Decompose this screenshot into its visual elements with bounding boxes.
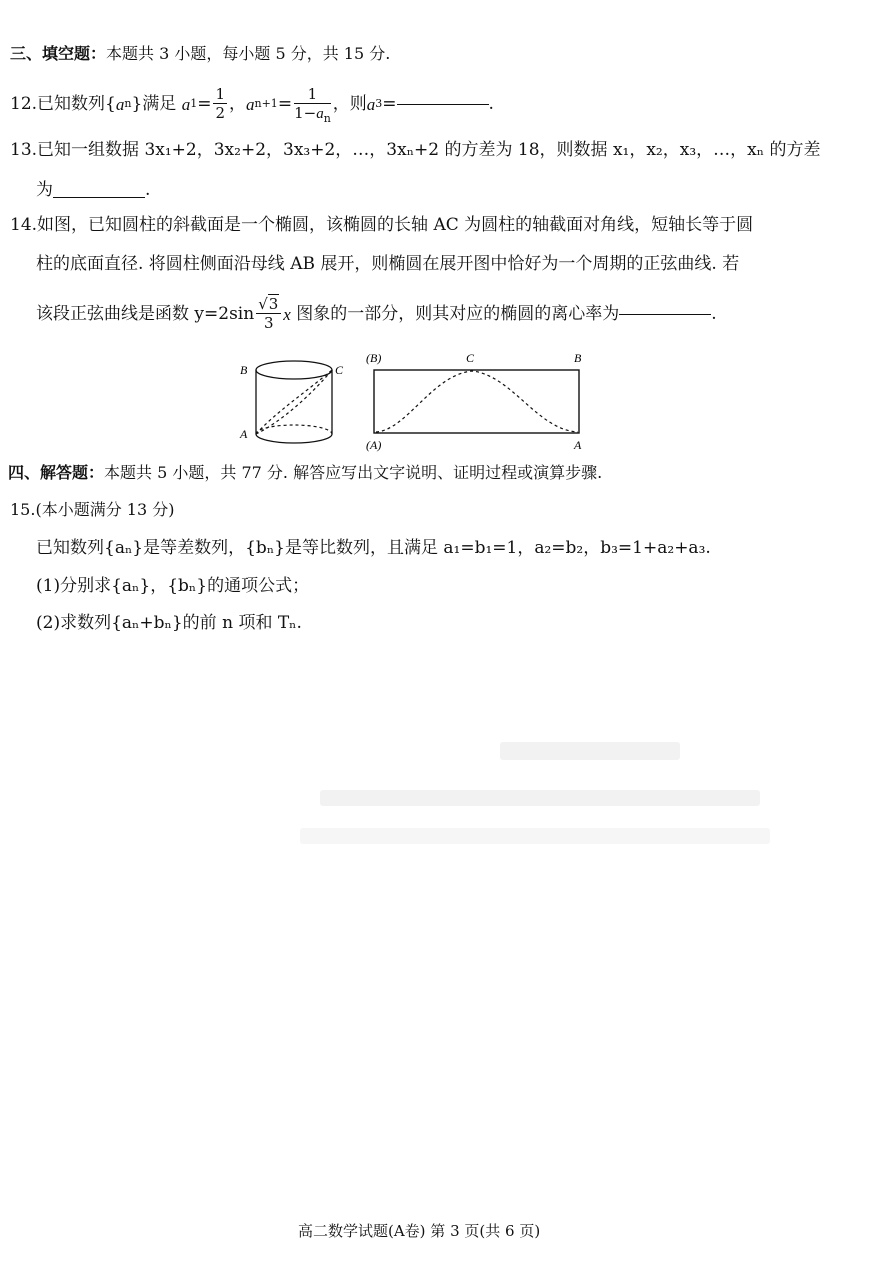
question-13-line-1 xyxy=(10,142,821,159)
section-4-heading xyxy=(8,465,602,482)
bleed-through-mark xyxy=(500,742,680,760)
q13-number: 13. xyxy=(10,140,38,160)
label-rect-B: B xyxy=(574,351,582,365)
question-15-part-1: (1)分别求{aₙ}，{bₙ}的通项公式； xyxy=(36,576,310,596)
section-4-title: 四、解答题： xyxy=(8,463,105,482)
label-cyl-C: C xyxy=(335,363,344,377)
q14-number: 14. xyxy=(10,215,38,235)
cylinder-bottom-back xyxy=(256,425,332,434)
unrolled-sine-figure xyxy=(362,350,592,455)
fraction-sqrt3-over-3: $\frac{√3}{3}$ xyxy=(256,297,281,331)
cylinder-figure xyxy=(236,352,346,452)
answer-blank-14 xyxy=(619,313,711,315)
section-3-title: 三、填空题： xyxy=(10,44,107,63)
label-rect-B-paren: (B) xyxy=(366,351,382,365)
q15-number: 15. xyxy=(10,500,36,519)
answer-blank-12 xyxy=(397,103,489,105)
label-rect-C: C xyxy=(466,351,475,365)
question-15-stem: 已知数列{aₙ}是等差数列，{bₙ}是等比数列，且满足 a₁=b₁=1，a₂=b₂，b₃=1+a₂+a₃. xyxy=(36,538,711,558)
question-13-line-2: 为 . xyxy=(36,180,151,200)
cylinder-top-ellipse xyxy=(256,361,332,379)
question-15-part-2: (2)求数列{aₙ+bₙ}的前 n 项和 Tₙ. xyxy=(36,613,302,633)
section-4-desc: 本题共 5 小题，共 77 分. 解答应写出文字说明、证明过程或演算步骤. xyxy=(104,463,603,482)
sine-curve xyxy=(376,371,578,432)
bleed-through-mark xyxy=(300,828,770,844)
label-rect-A: A xyxy=(574,438,582,452)
q12-number: 12. xyxy=(10,93,38,114)
section-3-heading xyxy=(10,46,390,63)
q13-text: 已知一组数据 3x₁+2，3x₂+2，3x₃+2，…，3xₙ+2 的方差为 18，则数据 x₁，x₂，x₃，…，xₙ 的方差 xyxy=(37,140,821,160)
bleed-through-mark xyxy=(320,790,760,806)
fraction-recursive: $\frac{1}{1-a_n}$ xyxy=(294,84,331,125)
label-cyl-A: A xyxy=(240,427,248,441)
answer-blank-13 xyxy=(53,196,145,198)
label-cyl-B: B xyxy=(240,363,248,377)
fraction-half: $\frac{1}{2}$ xyxy=(215,85,225,122)
label-rect-A-paren: (A) xyxy=(366,438,382,452)
question-14-line-2: 柱的底面直径. 将圆柱侧面沿母线 AB 展开，则椭圆在展开图中恰好为一个周期的正弦曲线. 若 xyxy=(36,254,740,274)
question-15-header xyxy=(10,502,174,518)
question-14-line-1: 14.如图，已知圆柱的斜截面是一个椭圆，该椭圆的长轴 AC 为圆柱的轴截面对角线，短轴长等于圆 xyxy=(10,215,754,235)
question-14-line-3: 该段正弦曲线是函数 y=2sin $\frac{√3}{3}$ x 图象的一部分，则其对应的椭圆的离心率为 . xyxy=(36,295,717,332)
question-12: 12. 已知数列{ a n }满足 a 1 = $\frac{1}{2}$ ， a n+1 = $\frac{1}{1-a_n}$ ，则 a 3 = . xyxy=(10,84,494,125)
page-footer: 高二数学试题(A卷) 第 3 页(共 6 页) xyxy=(298,1222,541,1240)
q15-score: (本小题满分 13 分) xyxy=(35,500,175,519)
unrolled-rectangle xyxy=(374,370,579,433)
section-3-desc: 本题共 3 小题，每小题 5 分，共 15 分. xyxy=(106,44,391,63)
cylinder-bottom-front xyxy=(256,434,332,443)
